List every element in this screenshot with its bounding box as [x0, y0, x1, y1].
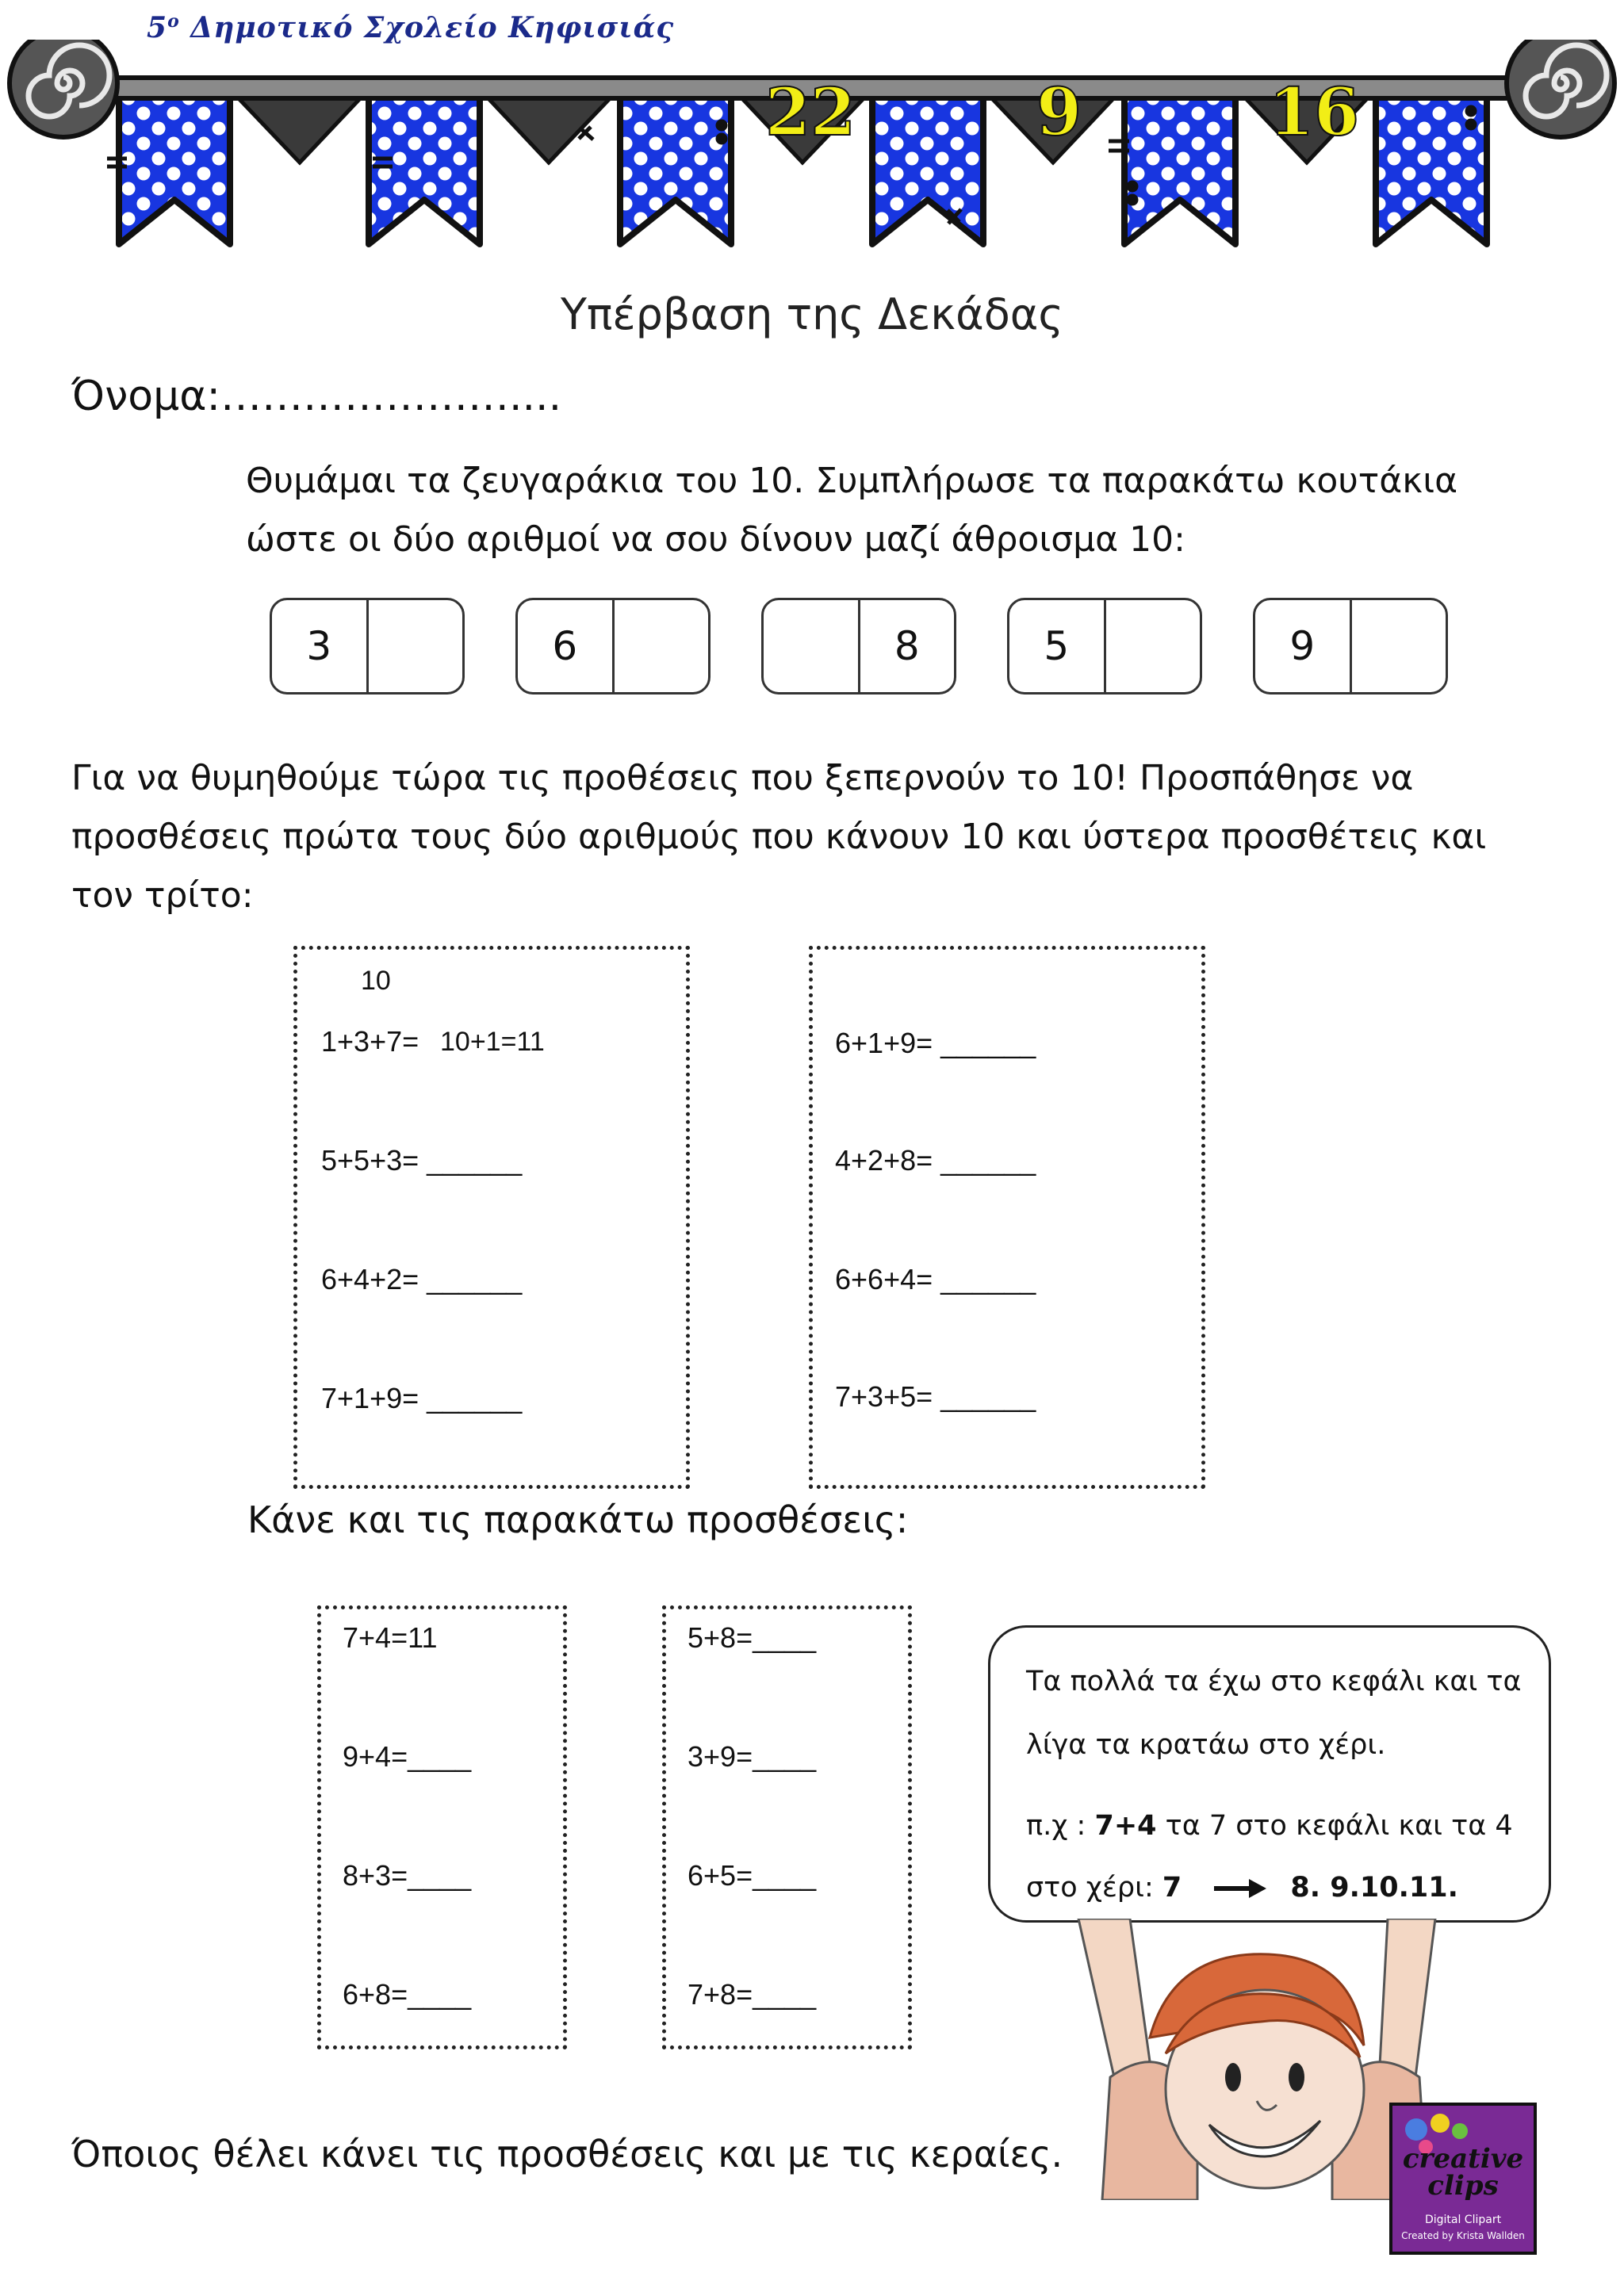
bunting-banner — [0, 40, 1624, 277]
example-answer: 10+1=11 — [440, 1027, 545, 1057]
spiral-left-icon — [10, 40, 117, 137]
page-title: Υπέρβαση της Δεκάδας — [560, 289, 1064, 339]
logo-text: creative — [1402, 2143, 1524, 2175]
equation-item[interactable]: 3+9=____ — [688, 1740, 817, 1773]
banner-number: 16 — [1269, 75, 1360, 151]
logo-subtext: Digital Clipart — [1424, 2214, 1502, 2226]
tip-text: π.χ : — [1026, 1810, 1095, 1842]
blue-pennant — [369, 94, 480, 244]
banner-number: 22 — [765, 75, 856, 151]
pair-right-cell[interactable]: 8 — [858, 600, 955, 692]
exercise-box-4 — [662, 1605, 912, 2049]
tip-line — [1026, 1872, 1458, 1904]
logo-text: clips — [1427, 2170, 1499, 2202]
number-pair-box — [1253, 598, 1448, 695]
pair-left-cell[interactable] — [764, 600, 858, 692]
tip-bold-text: 8. 9.10.11. — [1290, 1872, 1458, 1904]
exercise-box-1 — [293, 946, 690, 1489]
pair-right-cell[interactable] — [366, 600, 463, 692]
blue-pennant — [1124, 94, 1235, 244]
equation-item[interactable]: 6+8=____ — [343, 1978, 472, 2011]
pair-right-cell[interactable] — [612, 600, 709, 692]
school-number: 5 — [147, 11, 168, 44]
tip-bold-text: 7 — [1162, 1872, 1182, 1904]
pair-right-cell[interactable] — [1104, 600, 1201, 692]
blue-pennant — [119, 94, 230, 244]
task3-instructions: Κάνε και τις παρακάτω προσθέσεις: — [247, 1498, 909, 1541]
equation-item[interactable]: 9+4=____ — [343, 1740, 472, 1773]
pair-right-cell[interactable] — [1350, 600, 1446, 692]
equation-item[interactable]: 4+2+8= ______ — [835, 1144, 1036, 1177]
exercise-box-2 — [809, 946, 1205, 1489]
intro-line: ώστε οι δύο αριθμοί να σου δίνουν μαζί άθροισμα 10: — [246, 519, 1185, 560]
blue-pennant — [872, 94, 983, 244]
logo-subtext: Created by Krista Wallden — [1401, 2230, 1525, 2241]
arrow-right-icon — [1212, 1877, 1268, 1900]
tip-bold-text: 7+4 — [1094, 1810, 1157, 1842]
number-pair-box — [761, 598, 956, 695]
intro-line: Θυμάμαι τα ζευγαράκια του 10. Συμπλήρωσε τα παρακάτω κουτάκια — [246, 461, 1458, 501]
name-field-line[interactable]: Όνομα:………………….... — [71, 373, 562, 420]
number-pair-box — [515, 598, 710, 695]
tip-line: λίγα τα κρατάω στο χέρι. — [1026, 1729, 1386, 1761]
equation-item[interactable]: 5+8=____ — [688, 1621, 817, 1654]
equation-item[interactable]: 7+1+9= ______ — [321, 1382, 523, 1414]
tip-text: τα 7 στο κεφάλι και τα 4 — [1156, 1810, 1513, 1842]
equation-item[interactable]: 7+3+5= ______ — [835, 1380, 1036, 1413]
dark-pennant — [234, 94, 365, 163]
dark-pennant — [484, 94, 615, 163]
equation-item[interactable]: 6+5=____ — [688, 1859, 817, 1892]
task2-line: Για να θυμηθούμε τώρα τις προθέσεις που ξεπερνούν το 10! Προσπάθησε να — [71, 758, 1414, 798]
equation-item[interactable]: 8+3=____ — [343, 1859, 472, 1892]
number-pair-box — [270, 598, 465, 695]
task2-line: τον τρίτο: — [71, 875, 254, 916]
pair-left-cell[interactable]: 9 — [1289, 623, 1316, 669]
pair-left-cell[interactable]: 3 — [306, 623, 332, 669]
pair-left-cell[interactable]: 5 — [1044, 623, 1070, 669]
school-name-text: Δημοτικό Σχολείο Κηφισιάς — [179, 11, 675, 44]
tip-box — [988, 1625, 1551, 1923]
school-superscript: ο — [167, 11, 180, 32]
equation-item[interactable]: 6+6+4= ______ — [835, 1263, 1036, 1295]
equation-item[interactable]: 7+8=____ — [688, 1978, 817, 2011]
blue-pennant — [620, 94, 731, 244]
logo-artwork — [1392, 2106, 1534, 2252]
example-equation: 1+3+7= — [321, 1025, 419, 1058]
equation-item[interactable]: 6+1+9= ______ — [835, 1027, 1036, 1059]
footer-instruction: Όποιος θέλει κάνει τις προσθέσεις και με τις κεραίες. — [71, 2133, 1063, 2175]
hint-ten: 10 — [361, 966, 391, 996]
tip-line: Τα πολλά τα έχω στο κεφάλι και τα — [1026, 1666, 1522, 1697]
tip-text: στο χέρι: — [1026, 1872, 1162, 1904]
number-pair-box — [1007, 598, 1202, 695]
task2-line: προσθέσεις πρώτα τους δύο αριθμούς που κάνουν 10 και ύστερα προσθέτεις και — [71, 817, 1487, 857]
tip-line — [1026, 1810, 1513, 1842]
spiral-right-icon — [1507, 40, 1614, 137]
pair-left-cell[interactable]: 6 — [552, 623, 578, 669]
equation-item[interactable]: 6+4+2= ______ — [321, 1263, 523, 1295]
exercise-box-3 — [317, 1605, 567, 2049]
creative-clips-logo — [1389, 2103, 1537, 2255]
task2-instructions — [71, 749, 1578, 925]
equation-item[interactable]: 5+5+3= ______ — [321, 1144, 523, 1177]
equation-item: 7+4=11 — [343, 1621, 438, 1654]
intro-instructions — [246, 452, 1483, 569]
banner-number: 9 — [1036, 75, 1082, 151]
